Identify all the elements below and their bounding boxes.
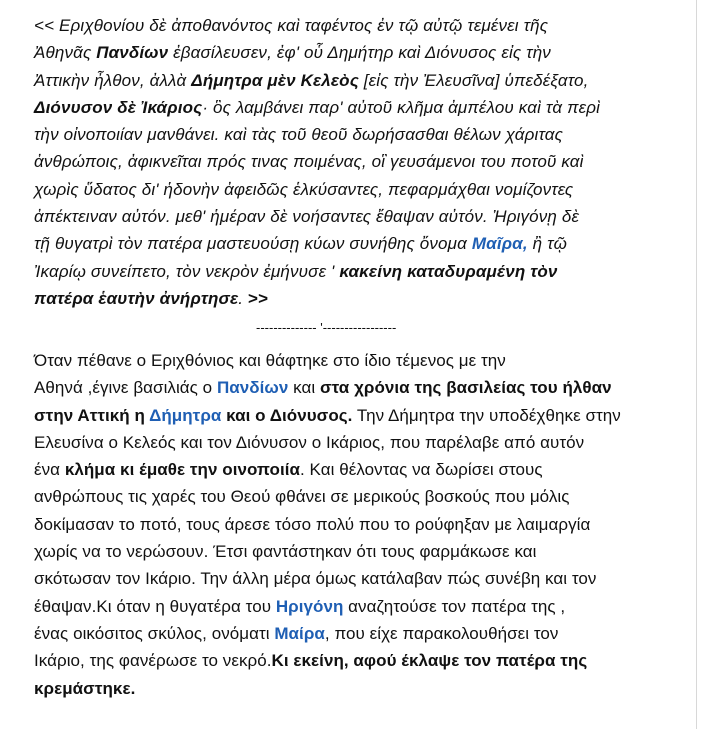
ancient-line: Διόνυσον δὲ Ἰκάριος· ὃς λαμβάνει παρ' αὐτοῦ κλῆμα ἀμπέλου καὶ τὰ περὶ	[34, 97, 601, 117]
erigone-lament: Κι εκείνη, αφού έκλαψε τον πατέρα της	[271, 651, 588, 671]
name-pandion: Πανδίων	[96, 43, 169, 63]
close-quote-mark: >>	[248, 288, 269, 308]
ancient-line: Ἀττικὴν ἦλθον, ἀλλὰ Δήμητρα μὲν Κελεὸς [εἰς τὴν Ἐλευσῖνα] ὑπεδέξατο,	[34, 70, 589, 90]
ancient-line: τῇ θυγατρὶ τὸν πατέρα μαστευούσῃ κύων συνήθης ὄνομα Μαῖρα, ἢ τῷ	[34, 234, 567, 254]
ancient-line: πατέρα ἑαυτὴν ἀνήρτησε. >>	[34, 288, 269, 308]
ancient-greek-passage	[34, 12, 674, 312]
modern-line: Αθηνά ,έγινε βασιλιάς ο Πανδίων και στα χρόνια της βασιλείας του ήλθαν	[34, 378, 612, 398]
erigone-lament: κακείνη καταδυραμένη τὸν	[339, 261, 558, 281]
reign-phrase: στα χρόνια της βασιλείας του ήλθαν	[319, 378, 612, 398]
modern-line: Όταν πέθανε ο Εριχθόνιος και θάφτηκε στο ίδιο τέμενος με την	[34, 351, 506, 370]
ancient-line: Ἀθηνᾶς Πανδίων ἐβασίλευσεν, ἐφ' οὗ Δημήτηρ καὶ Διόνυσος εἰς τὴν	[34, 43, 551, 63]
name-maira: Μαῖρα,	[471, 234, 528, 254]
modern-line: Ικάριο, της φανέρωσε το νεκρό.Κι εκείνη, αφού έκλαψε τον πατέρα της	[34, 651, 588, 671]
modern-line: ανθρώπους τις χαρές του Θεού φθάνει σε μερικούς βοσκούς που μόλις	[34, 487, 570, 507]
ancient-line: ἀνθρώποις, ἀφικνεῖται πρός τινας ποιμένας, οἳ γευσάμενοι του ποτοῦ καὶ	[34, 152, 584, 172]
ancient-line: Ἰκαρίῳ συνείπετο, τὸν νεκρὸν ἐμήνυσε ' κακείνη καταδυραμένη τὸν	[34, 261, 558, 281]
section-divider: -------------- '-----------------	[256, 320, 397, 335]
vine-phrase: κλήμα κι έμαθε την οινοποιία	[64, 460, 301, 480]
modern-line: ένας οικόσιτος σκύλος, ονόματι Μαίρα, που είχε παρακολουθήσει τον	[34, 623, 559, 643]
modern-line: στην Αττική η Δήμητρα και ο Διόνυσος. Την Δήμητρα την υποδέχθηκε στην	[34, 405, 621, 425]
modern-line: έθαψαν.Κι όταν η θυγατέρα του Ηριγόνη αναζητούσε τον πατέρα της ,	[34, 596, 566, 616]
ancient-line: << Εριχθονίου δὲ ἀποθανόντος καὶ ταφέντος ἐν τῷ αὐτῷ τεμένει τῆς	[34, 16, 549, 35]
ancient-line: ἀπέκτειναν αὐτόν. μεθ' ἡμέραν δὲ νοήσαντες ἔθαψαν αὐτόν. Ἠριγόνῃ δὲ	[34, 207, 580, 227]
ancient-line: χωρὶς ὕδατος δι' ἡδονὴν ἀφειδῶς ἑλκύσαντες, πεφαρμάχθαι νομίζοντες	[34, 179, 574, 199]
modern-line: ένα κλήμα κι έμαθε την οινοποιία. Και θέλοντας να δωρίσει στους	[34, 460, 543, 480]
modern-line: σκότωσαν τον Ικάριο. Την άλλη μέρα όμως κατάλαβαν πώς συνέβη και τον	[34, 569, 597, 589]
dionysus-ikarios: Διόνυσον δὲ Ἰκάριος	[34, 97, 203, 117]
modern-line: Ελευσίνα ο Κελεός και τον Διόνυσον ο Ικάριος, που παρέλαβε από αυτόν	[34, 432, 585, 452]
modern-line: χωρίς να το νερώσουν. Έτσι φαντάστηκαν ότι τους φαρμάκωσε και	[34, 542, 537, 562]
modern-greek-translation	[34, 347, 674, 702]
name-demeter: Δήμητρα	[149, 405, 222, 425]
demeter-keleos: Δήμητρα μὲν Κελεὸς	[191, 70, 359, 90]
ancient-line: τὴν οἰνοποιίαν μανθάνει. καὶ τὰς τοῦ θεοῦ δωρήσασθαι θέλων χάριτας	[34, 125, 563, 145]
name-maira: Μαίρα	[274, 623, 325, 643]
modern-line	[34, 675, 674, 702]
modern-line: δοκίμασαν το ποτό, τους άρεσε τόσο πολύ που το ρούφηξαν με λαιμαργία	[34, 514, 591, 534]
erigone-hanged: κρεμάστηκε.	[34, 678, 136, 698]
erigone-hanged: πατέρα ἑαυτὴν ἀνήρτησε	[34, 288, 239, 308]
page-edge	[696, 0, 697, 729]
name-erigone: Ηριγόνη	[275, 596, 344, 616]
name-pandion: Πανδίων	[216, 378, 289, 398]
